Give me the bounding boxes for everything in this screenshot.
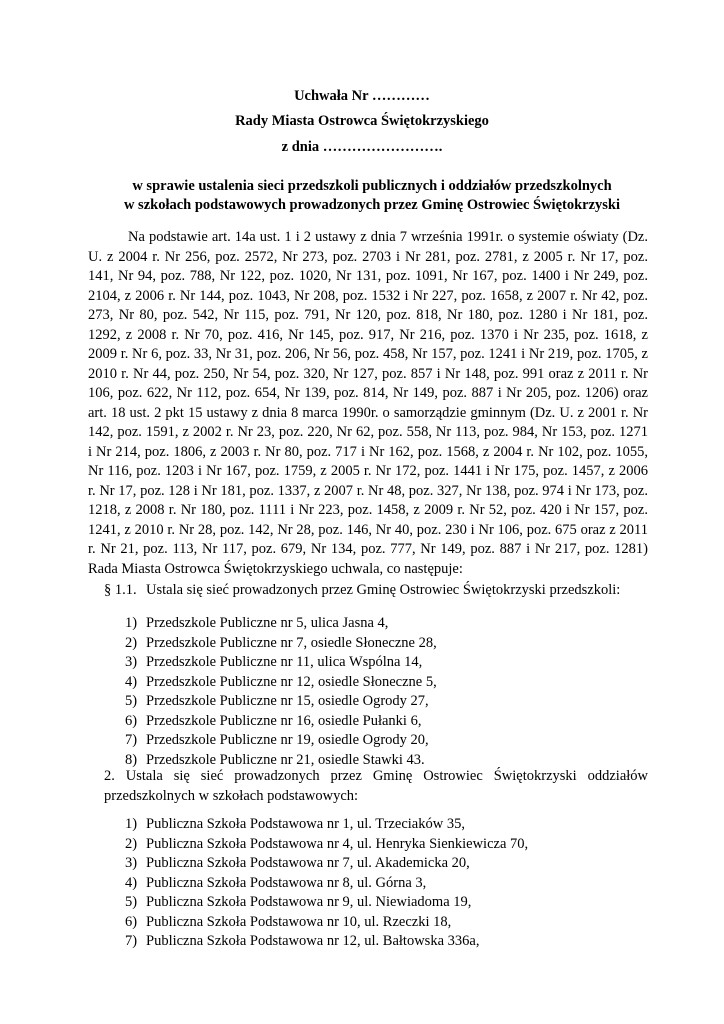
list-item-text: Przedszkole Publiczne nr 21, osiedle Stawki 43. — [146, 751, 425, 768]
section-1-number: § 1.1. — [104, 582, 137, 598]
preschool-list — [125, 614, 437, 770]
section-1-title: Ustala się sieć prowadzonych przez Gminę Ostrowiec Świętokrzyski przedszkoli: — [146, 582, 621, 598]
list-item-text: Publiczna Szkoła Podstawowa nr 4, ul. Henryka Sienkiewicza 70, — [146, 835, 529, 852]
list-item — [125, 634, 437, 654]
legal-basis-paragraph: Na podstawie art. 14a ust. 1 i 2 ustawy z dnia 7 września 1991r. o systemie oświaty (Dz. U. z 2004 r. Nr 256, poz. 2572, Nr 273, poz. 2703 i Nr 281, poz. 2781, z 2005 r. Nr 17, poz. 141, Nr 94, poz. 788, Nr 122, poz. 1020, Nr 131, poz. 1091, Nr 167, poz. 1400 i Nr 249, poz. 2104, z 2006 r. Nr 144, poz. 1043, Nr 208, poz. 1532 i Nr 227, poz. 1658, z 2007 r. Nr 42, poz. 273, Nr 80, poz. 542, Nr 115, poz. 791, Nr 120, poz. 818, Nr 180, poz. 1280 i Nr 181, poz. 1292, z 2008 r. Nr 70, poz. 416, Nr 145, poz. 917, Nr 216, poz. 1370 i Nr 235, poz. 1618, z 2009 r. Nr 6, poz. 33, Nr 31, poz. 206, Nr 56, poz. 458, Nr 157, poz. 1241 i Nr 219, poz. 1705, z 2010 r. Nr 44, poz. 250, Nr 54, poz. 320, Nr 127, poz. 857 i Nr 148, poz. 991 oraz z 2011 r. Nr 106, poz. 622, Nr 112, poz. 654, Nr 139, poz. 814, Nr 149, poz. 887 i Nr 205, poz. 1206) oraz art. 18 ust. 2 pkt 15 ustawy z dnia 8 marca 1990r. o samorządzie gminnym (Dz. U. z 2001 r. Nr 142, poz. 1591, z 2002 r. Nr 23, poz. 220, Nr 62, poz. 558, Nr 113, poz. 984, Nr 153, poz. 1271 i Nr 214, poz. 1806, z 2003 r. Nr 80, poz. 717 i Nr 162, poz. 1568, z 2004 r. Nr 102, poz. 1055, Nr 116, poz. 1203 i Nr 167, poz. 1759, z 2005 r. Nr 172, poz. 1441 i Nr 175, poz. 1457, z 2006 r. Nr 17, poz. 128 i Nr 181, poz. 1337, z 2007 r. Nr 48, poz. 327, Nr 138, poz. 974 i Nr 173, poz. 1218, z 2008 r. Nr 180, poz. 1111 i Nr 223, poz. 1458, z 2009 r. Nr 52, poz. 420 i Nr 157, poz. 1241, z 2010 r. Nr 28, poz. 142, Nr 28, poz. 146, Nr 40, poz. 230 i Nr 106, poz. 675 oraz z 2011 r. Nr 21, poz. 113, Nr 117, poz. 679, Nr 134, poz. 777, Nr 149, poz. 887 i Nr 217, poz. 1281) Rada Miasta Ostrowca Świętokrzyskiego uchwala, co następuje: — [88, 229, 648, 577]
list-item-number: 6) — [125, 712, 138, 729]
list-item-text: Przedszkole Publiczne nr 7, osiedle Słoneczne 28, — [146, 634, 437, 651]
list-item-number: 7) — [125, 933, 138, 949]
list-item — [125, 913, 528, 933]
list-item — [125, 893, 528, 913]
list-item-number: 2) — [125, 835, 138, 852]
resolution-title: Uchwała Nr ………… — [294, 88, 430, 104]
school-list — [125, 815, 528, 952]
list-item-number: 7) — [125, 732, 138, 748]
list-item-text: Publiczna Szkoła Podstawowa nr 9, ul. Niewiadoma 19, — [146, 894, 472, 910]
list-item — [125, 692, 437, 712]
list-item — [125, 712, 437, 732]
list-item-number: 4) — [125, 673, 138, 690]
list-item-text: Publiczna Szkoła Podstawowa nr 8, ul. Górna 3, — [146, 874, 427, 891]
list-item — [125, 874, 528, 894]
list-item — [125, 673, 437, 693]
list-item-number: 5) — [125, 894, 138, 910]
list-item-number: 2) — [125, 634, 138, 651]
list-item-text: Przedszkole Publiczne nr 16, osiedle Pułanki 6, — [146, 712, 422, 729]
subject-line-2: w szkołach podstawowych prowadzonych przez Gminę Ostrowiec Świętokrzyski — [123, 197, 621, 213]
list-item-number: 3) — [125, 855, 138, 871]
list-item — [125, 731, 437, 751]
list-item-text: Publiczna Szkoła Podstawowa nr 12, ul. Bałtowska 336a, — [146, 933, 480, 949]
list-item-number: 3) — [125, 654, 138, 670]
list-item-number: 1) — [125, 615, 138, 631]
resolution-date: z dnia ……………………. — [281, 139, 443, 155]
list-item-number: 5) — [125, 693, 138, 709]
list-item — [125, 815, 528, 835]
list-item — [125, 932, 528, 952]
list-item-number: 1) — [125, 816, 138, 832]
list-item — [125, 614, 437, 634]
list-item-text: Przedszkole Publiczne nr 12, osiedle Słoneczne 5, — [146, 673, 437, 690]
section-2-paragraph: 2. Ustala się sieć prowadzonych przez Gminę Ostrowiec Świętokrzyski oddziałów przedszkolnych w szkołach podstawowych: — [104, 768, 648, 804]
list-item-text: Publiczna Szkoła Podstawowa nr 1, ul. Trzeciaków 35, — [146, 816, 465, 832]
list-item-text: Przedszkole Publiczne nr 15, osiedle Ogrody 27, — [146, 693, 429, 709]
list-item — [125, 835, 528, 855]
list-item-text: Publiczna Szkoła Podstawowa nr 7, ul. Akademicka 20, — [146, 855, 470, 871]
subject-line-1: w sprawie ustalenia sieci przedszkoli publicznych i oddziałów przedszkolnych — [132, 178, 612, 194]
list-item-number: 6) — [125, 913, 138, 930]
list-item — [125, 854, 528, 874]
list-item-text: Przedszkole Publiczne nr 19, osiedle Ogrody 20, — [146, 732, 429, 748]
list-item-text: Przedszkole Publiczne nr 5, ulica Jasna 4, — [146, 615, 389, 631]
list-item-text: Przedszkole Publiczne nr 11, ulica Wspólna 14, — [146, 654, 423, 670]
section-1-heading — [104, 581, 620, 599]
list-item-number: 8) — [125, 751, 138, 768]
list-item-text: Publiczna Szkoła Podstawowa nr 10, ul. Rzeczki 18, — [146, 913, 452, 930]
list-item-number: 4) — [125, 874, 138, 891]
list-item — [125, 653, 437, 673]
council-name: Rady Miasta Ostrowca Świętokrzyskiego — [235, 113, 489, 129]
